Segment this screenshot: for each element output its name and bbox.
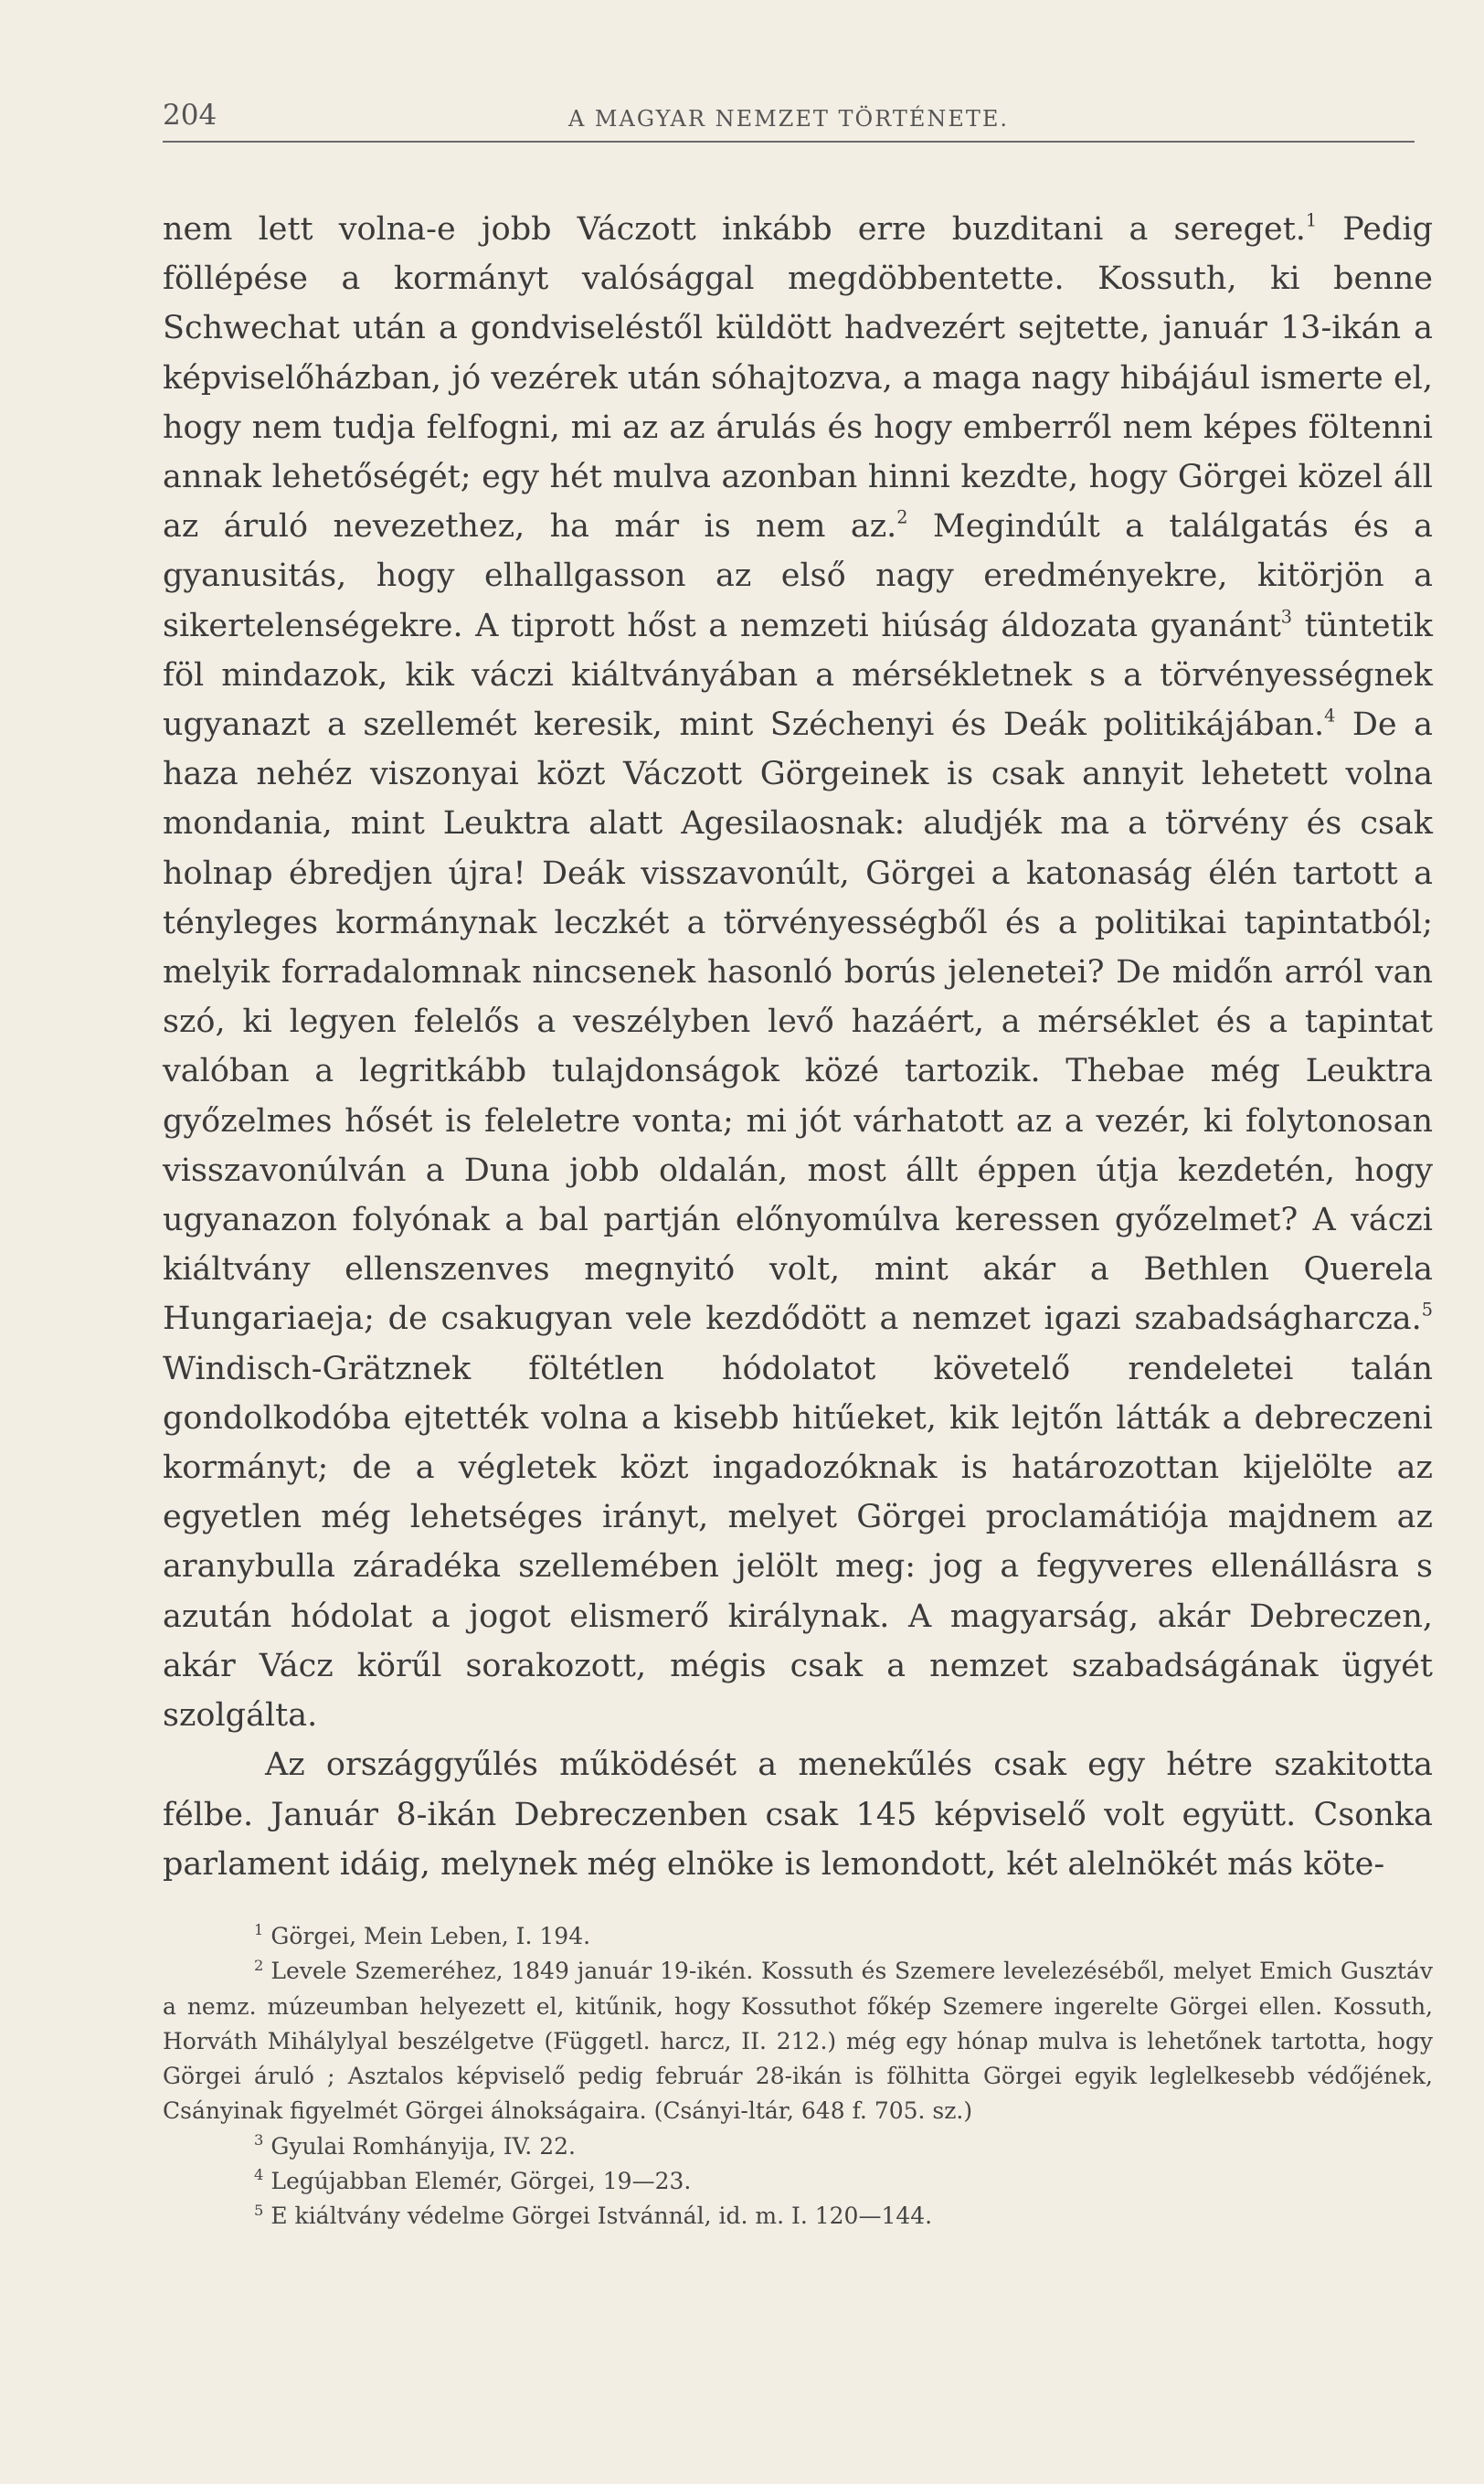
text-run: Megindúlt a találgatás és a gyanusitás, hogy elhallgasson az első nagy eredményekre, kitörjön a sikertelenségekre. A tiprott hőst a nemzeti hiúság áldozata gyanánt	[163, 508, 1434, 644]
running-title: A MAGYAR NEMZET TÖRTÉNETE.	[567, 106, 1010, 132]
main-text	[163, 205, 1433, 1889]
footnote-ref-5: 5	[1421, 1300, 1433, 1322]
footnote-ref-3: 3	[1280, 606, 1293, 628]
footnote-ref-1: 1	[1305, 209, 1318, 231]
paragraph-2: Az országgyűlés működését a menekűlés csak egy hétre szakitotta félbe. Január 8-ikán Debreczenben csak 145 képviselő volt együtt. Csonka parlament idáig, melynek még elnöke is lemondott, két alelnökét más köte-	[163, 1746, 1433, 1883]
footnote-ref-2: 2	[896, 506, 908, 528]
footnote-5	[163, 2199, 1433, 2234]
footnote-ref-4: 4	[1324, 705, 1336, 727]
footnotes	[163, 1919, 1433, 2235]
text-run: Pedig föllépése a kormányt valósággal megdöbbentette. Kossuth, ki benne Schwechat után a gondviseléstől küldött hadvezért sejtette, január 13-ikán a képviselőházban, jó vezérek után sóhajtozva, a maga nagy hibájául ismerte el, hogy nem tudja felfogni, mi az az árulás és hogy emberről nem képes föltenni annak lehetőségét; egy hét mulva azonban hinni kezdte, hogy Görgei közel áll az áruló nevezethez, ha már is nem az.	[163, 211, 1433, 546]
footnote-mark: 1	[254, 1921, 264, 1939]
footnote-text: Levele Szemeréhez, 1849 január 19-ikén. Kossuth és Szemere levelezéséből, melyet Emich Gusztáv a nemz. múzeumban helyezett el, kitűnik, hogy Kossuthot főkép Szemere ingerelte Görgei ellen. Kossuth, Horváth Mihálylyal beszélgetve (Függetl. harcz, II. 212.) még egy hónap mulva is lehetőnek tartotta, hogy Görgei áruló ; Asztalos képviselő pedig február 28-ikán is fölhitta Görgei egyik leglelkesebb védőjének, Csányinak figyelmét Görgei álnokságaira. (Csányi-ltár, 648 f. 705. sz.)	[163, 1958, 1433, 2125]
paragraph-1	[163, 205, 1433, 1740]
footnote-text: Gyulai Romhányija, IV. 22.	[270, 2132, 576, 2160]
text-run: Windisch-Grätznek föltétlen hódolatot követelő rendeletei talán gondolkodóba ejtették volna a kisebb hitűeket, kik lejtőn látták a debreczeni kormányt; de a végletek közt ingadozóknak is határozottan kijelölte az egyetlen még lehetséges irányt, melyet Görgei proclamátiója majdnem az aranybulla záradéka szellemében jelölt meg: jog a fegyveres ellenállásra s azután hódolat a jogot elismerő királynak. A magyarság, akár Debreczen, akár Vácz körűl sorakozott, mégis csak a nemzet szabadságának ügyét szolgálta.	[163, 1350, 1433, 1735]
footnote-mark: 2	[254, 1956, 264, 1974]
footnote-mark: 5	[254, 2201, 264, 2219]
text-run: nem lett volna-e jobb Váczott inkább erre buzditani a sereget.	[163, 211, 1306, 248]
footnote-text: Legújabban Elemér, Görgei, 19—23.	[270, 2168, 692, 2195]
text-run: De a haza nehéz viszonyai közt Váczott Görgeinek is csak annyit lehetett volna mondania, mint Leuktra alatt Agesilaosnak: aludjék ma a törvény és csak holnap ébredjen újra! Deák visszavonúlt, Görgei a katonaság élén tartott a tényleges kormánynak leczkét a törvényességből és a politikai tapintatból; melyik forradalomnak nincsenek hasonló borús jelenetei? De midőn arról van szó, ki legyen felelős a veszélyben levő hazáért, a mérséklet és a tapintat valóban a legritkább tulajdonságok közé tartozik. Thebae még Leuktra győzelmes hősét is feleletre vonta; mi jót várhatott az a vezér, ki folytonosan visszavonúlván a Duna jobb oldalán, most állt éppen útja kezdetén, hogy ugyanazon folyónak a bal partján előnyomúlva keressen győzelmet? A váczi kiáltvány ellenszenves megnyitó volt, mint akár a Bethlen Querela Hungariaeja; de csakugyan vele kezdődött a nemzet igazi szabadságharcza.	[163, 706, 1433, 1338]
footnote-mark: 4	[254, 2166, 264, 2184]
footnote-1	[163, 1919, 1433, 1954]
footnote-3	[163, 2129, 1433, 2164]
footnote-2	[163, 1954, 1433, 2128]
footnote-text: E kiáltvány védelme Görgei Istvánnál, id. m. I. 120—144.	[270, 2203, 933, 2230]
footnote-text: Görgei, Mein Leben, I. 194.	[270, 1923, 591, 1949]
footnote-4	[163, 2164, 1433, 2199]
footnote-mark: 3	[254, 2131, 264, 2150]
page-header	[163, 99, 1415, 143]
text-run: tüntetik föl mindazok, kik váczi kiáltványában a mérsékletnek s a törvényességnek ugyanazt a szellemét keresik, mint Széchenyi és Deák politikájában.	[163, 607, 1433, 744]
page-number: 204	[163, 99, 217, 132]
